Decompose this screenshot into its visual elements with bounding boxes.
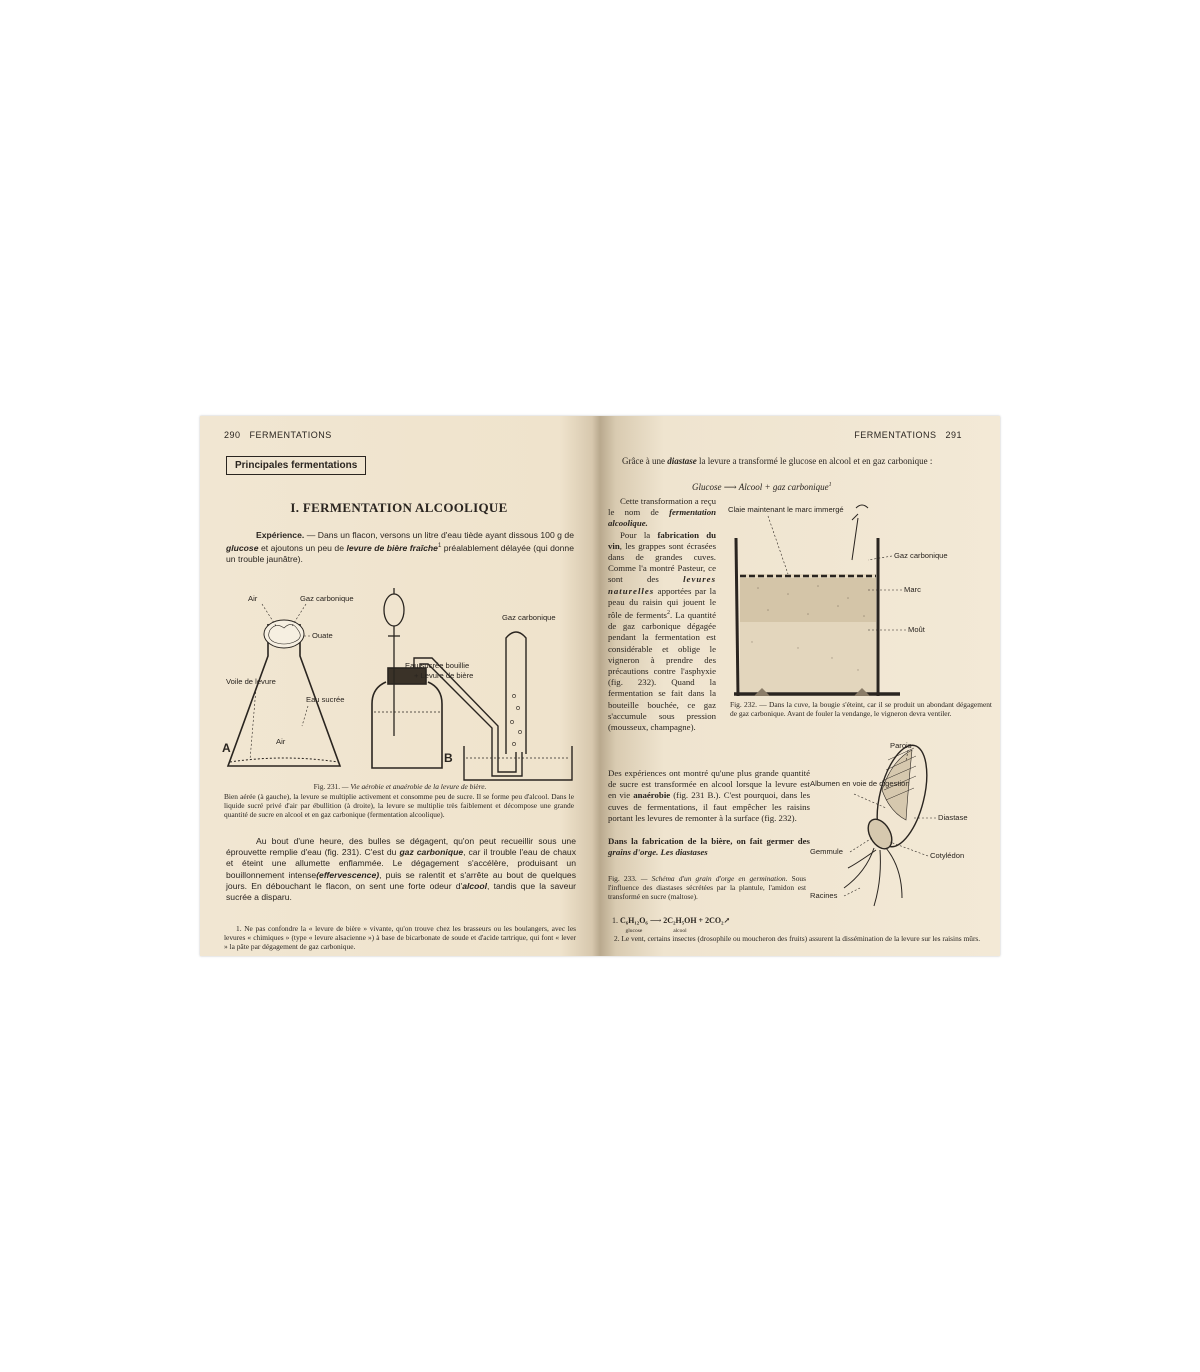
term-fabrication-vin: fabrication du vin [608,529,716,551]
term-levures-naturelles: levures naturelles [608,574,716,596]
note-ref-1: 1 [437,543,442,550]
right-footnote-2: 2. Le vent, certains insectes (drosophile ou moucheron des fruits) assurent la dissémination de la levure sur les raisins mûrs. [614,934,981,943]
col-text-2c: apportées par la peau du raisin qui jouent le rôle de ferments [608,585,716,620]
label-claie-text: Claie maintenant le marc immergé [728,505,844,514]
col-text-2b: , les grappes sont écrasées dans de grandes cuves. Comme l'a montré Pasteur, ce sont des [608,540,716,585]
marc-layer [740,578,876,622]
col-text-1: Cette transformation a reçu le nom de [608,496,716,518]
label-air-top: Air [248,594,258,603]
label-grain-diastase: Diastase [938,813,968,822]
paragraph-biere [608,836,810,858]
right-running-head [854,430,962,440]
label-ouate: Ouate [312,631,333,640]
fig233-number: Fig. 233. [608,874,637,883]
formula-alcool-sub: alcool [673,928,687,935]
fig231-title: — Vie aérobie et anaérobie de la levure de bière. [340,782,487,791]
para2-c: , puis se ralentit et s'arrête au bout de quelques jours. En débouchant le flacon, on sent une forte odeur d' [226,869,577,891]
left-running-head [224,430,332,440]
label-b: B [444,751,453,765]
paragraph-anaerobie [608,768,810,824]
box-title: Principales fermentations [226,456,366,475]
bubbles [510,694,521,745]
equation-products: Alcool + gaz carbonique [738,482,829,492]
intro-2: la levure a transformé le glucose en alcool et en gaz carbonique : [696,456,933,466]
para4-a: Dans la [608,836,642,846]
left-footnote-1: 1. Ne pas confondre la « levure de bière » vivante, qu'on trouve chez les brasseurs ou les boulangers, avec les levures « chimiques » (type « levure alsacienne ») à base de bicarbonate de soude et d'acide tartrique, qui font « lever » la pâte par dégagement de gaz carbonique. [224,924,576,952]
equation-arrow: ⟶ [723,482,737,492]
left-page-number: 290 [224,430,241,440]
label-claie [728,505,844,514]
label-gaz-carbonique-2: Gaz carbonique [502,613,556,622]
fig233-title: — Schéma d'un grain d'orge en germination. [636,874,788,883]
label-levure-de-biere: + Levure de bière [414,671,474,680]
label-racines: Racines [810,891,838,900]
para3-a: Des expériences ont montré qu'une plus grande quantité de sucre est transformée en alcool lorsque la levure est en vie [608,768,810,801]
equation [692,480,952,494]
left-page [200,416,598,956]
term-effervescence: (effervescence) [316,869,380,880]
fig231-caption-title [220,782,580,791]
experience-text-1: — Dans un flacon, versons un litre d'eau tiède ayant dissous 100 g de [304,530,574,540]
bottle-b [372,668,442,768]
equation-note: 1 [828,482,832,488]
equation-glucose: Glucose [692,482,722,492]
fig233-caption [608,874,806,901]
experience-paragraph [226,530,574,565]
formula-glucose: C₆H₁₂O₆ [620,916,648,925]
figure-233-grain [810,738,990,918]
note-ref-2: 2 [666,610,670,617]
left-running-title: FERMENTATIONS [249,430,332,440]
label-vat-gaz: Gaz carbonique [894,551,948,560]
para3-b: (fig. 231 B.). C'est pourquoi, dans les cuves de fermentations, il faut empêcher les raisins portant les levures de remonter à la surface (fig. 232). [608,790,810,823]
candle [852,505,868,560]
paragraph-bubbles [226,836,576,903]
right-page [602,416,1000,956]
term-anaerobie: anaérobie [633,790,671,801]
experience-text-2: et ajoutons un peu de [258,543,347,554]
label-cotyledon: Cotylédon [930,851,965,860]
roots [844,848,902,906]
label-mout: Moût [908,625,925,634]
water-trough [464,746,572,780]
label-air-inside: Air [276,737,286,746]
label-voile-de-levure: Voile de levure [226,677,276,686]
para2-d: , tandis que la saveur sucrée a disparu. [226,880,576,903]
test-tube [506,632,526,754]
term-grains-orge: grains d'orge. Les diastases [608,847,708,858]
funnel-tube [384,588,404,736]
term-levure-fraiche: levure de bière fraîche [346,543,438,554]
formula-co2: + 2CO₂↗ [698,916,731,925]
para4-b: , on fait germer des [730,836,810,846]
col-text-2d: . La quantité de gaz carbonique dégagée pendant la fermentation est considérable et oblige le vigneron à prendre des précautions contre l'asphyxie (fig. 232). Quand la fermentation se fait dans la bouteille bouchée, ce gaz s'accumule sous pression (mousseux, champagne). [608,609,716,732]
col-text-2a: Pour la [620,529,658,540]
label-eau-sucree-bouillie: Eau sucrée bouillie [405,661,470,670]
formula-arrow: ⟶ [649,916,662,925]
term-fermentation-alcoolique: fermentation alcoolique. [608,507,716,529]
footnote1-number: 1. [612,916,618,925]
narrow-column-text [608,496,716,733]
label-parois: Parois [890,741,912,750]
section-title: I. FERMENTATION ALCOOLIQUE [290,500,508,515]
figure-232-vat [728,498,988,698]
para2-b: , car il trouble l'eau de chaux et éteint une allumette enflammée. Le dégagement s'accélère, produisant un bouillonnement intense [226,847,576,880]
fig232-number: Fig. 232. [730,700,757,709]
label-gemmule: Gemmule [810,847,843,856]
label-a: A [222,741,231,755]
label-gaz-carbonique: Gaz carbonique [300,594,354,603]
label-marc: Marc [904,585,921,594]
term-glucose: glucose [226,543,259,554]
formula-glucose-sub: glucose [625,928,643,935]
right-page-number: 291 [945,430,962,440]
label-eau-sucree: Eau sucrée [306,695,345,704]
term-diastase: diastase [667,456,697,466]
label-albumen: Albumen en voie de digestion [810,779,910,788]
experience-text-3: préalablement délayée (qui donne un trouble jaunâtre). [226,543,574,565]
fig231-caption-text: Bien aérée (à gauche), la levure se multiplie activement et consomme peu de sucre. Il se forme peu d'alcool. Dans le liquide sucré privé d'air par ébullition (à droite), la levure se multiplie très faiblement et décompose une grande quantité de sucre en alcool et en gaz carbonique (fermentation alcoolique). [224,792,574,820]
grain-body [863,740,936,853]
fig233-text: Sous l'influence des diastases sécrétées par la plantule, l'amidon est transformé en sucre (maltose). [608,874,806,901]
fig232-caption [730,700,992,718]
para2-a: Au bout d'une heure, des bulles se dégagent, qu'on peut recueillir sous une éprouvette remplie d'eau (fig. 231). C'est du [226,836,576,858]
cotton-plug [264,620,304,648]
figure-231-diagram [200,576,598,776]
formula-alcool: 2C₂H₅OH [663,916,697,925]
intro-1: Grâce à une [622,456,668,466]
fig231-number: Fig. 231. [313,782,341,791]
intro-paragraph [610,456,964,468]
fig232-text: — Dans la cuve, la bougie s'éteint, car il se produit un abondant dégagement de gaz carbonique. Avant de fouler la vendange, le vigneron devra ventiler. [730,700,992,718]
experience-label: Expérience. [256,530,305,540]
term-alcool: alcool [462,880,488,891]
open-book [200,416,1000,956]
right-running-title: FERMENTATIONS [854,430,937,440]
term-fabrication-biere: fabrication de la bière [642,836,731,846]
term-gaz-carbonique: gaz carbonique [399,847,464,858]
